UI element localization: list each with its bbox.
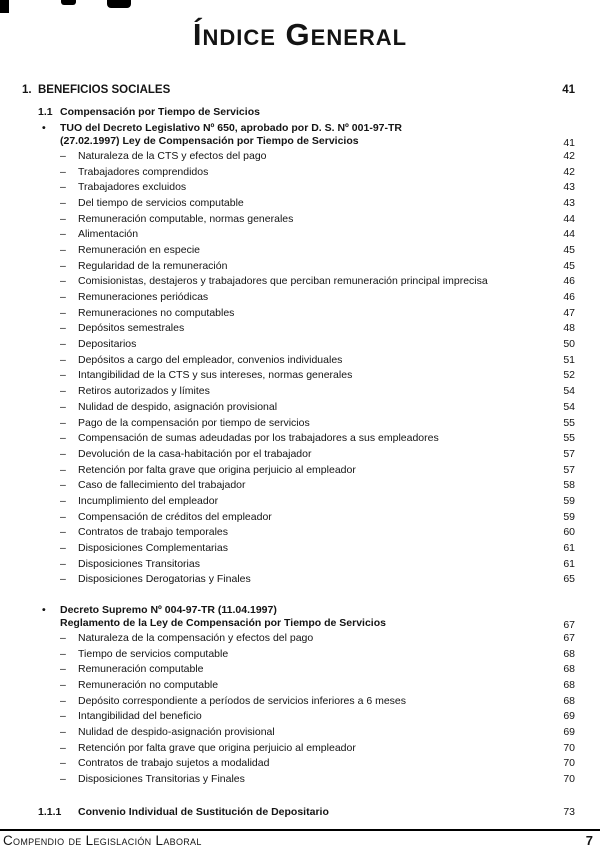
- toc-entry-line: Depositarios: [78, 338, 137, 351]
- dash-marker: –: [60, 385, 66, 398]
- toc-row-dash: [22, 321, 575, 337]
- toc-page-number: 41: [562, 84, 575, 96]
- toc-entry-label: [78, 709, 547, 725]
- dash-marker: –: [60, 773, 66, 786]
- toc-entry-line: Remuneraciones periódicas: [78, 291, 209, 303]
- toc-row-dash: [22, 196, 575, 212]
- toc-entry-label: [38, 81, 547, 99]
- toc-entry-line: Regularidad de la remuneración: [78, 259, 228, 272]
- toc-page-number: 44: [563, 212, 575, 225]
- dash-marker: –: [60, 573, 66, 586]
- toc-entry-line: Contratos de trabajo temporales: [78, 526, 228, 539]
- dash-marker: –: [60, 400, 66, 413]
- toc-entry-line: (27.02.1997) Ley de Compensación por Tiempo de Servicios: [60, 135, 359, 148]
- toc-row-dash: [22, 149, 575, 165]
- scan-artifact: [107, 0, 131, 8]
- toc-row-dash: [22, 337, 575, 353]
- toc-entry-line: Contratos de trabajo sujetos a modalidad: [78, 757, 270, 770]
- toc-entry-label: [78, 756, 547, 772]
- toc-entry-line: Retiros autorizados y límites: [78, 385, 210, 398]
- toc-page-number: 48: [563, 322, 575, 335]
- toc-entry-label: [78, 725, 547, 741]
- toc-entry-label: [78, 227, 547, 243]
- toc-entry-label: [78, 541, 547, 557]
- page-title: Índice General: [192, 17, 408, 52]
- toc-page-number: 60: [563, 526, 575, 539]
- scan-artifact: [0, 0, 9, 13]
- toc-page-number: 57: [563, 447, 575, 460]
- toc-page-number: 45: [563, 243, 575, 256]
- page-footer: [0, 829, 600, 848]
- toc-entry-label: [78, 259, 547, 275]
- dash-marker: –: [60, 432, 66, 445]
- toc-page-number: 54: [563, 400, 575, 413]
- dash-marker: –: [60, 149, 66, 162]
- toc-entry-label: [60, 604, 547, 631]
- toc-page-number: 68: [563, 678, 575, 691]
- toc-entry-label: [78, 478, 547, 494]
- toc-entry-line: Depósito correspondiente a períodos de servicios inferiores a 6 meses: [78, 694, 407, 707]
- toc-entry-line: Remuneración en especie: [78, 243, 200, 256]
- toc-row-dash: [22, 694, 575, 710]
- toc-page-number: 59: [563, 510, 575, 523]
- toc-row-dash: [22, 384, 575, 400]
- toc-entry-label: [78, 463, 547, 479]
- dash-marker: –: [60, 416, 66, 429]
- toc-entry-line: Intangibilidad de la CTS y sus intereses, normas generales: [78, 369, 353, 382]
- toc-page-number: 43: [563, 181, 575, 194]
- scan-artifact: [61, 0, 76, 5]
- toc-entry-label: [78, 431, 547, 447]
- toc-row-dash: [22, 557, 575, 573]
- toc-page-number: 50: [563, 338, 575, 351]
- toc-entry-line: Disposiciones Derogatorias y Finales: [78, 573, 251, 586]
- toc-entry-label: [78, 572, 547, 588]
- toc-row-dash: [22, 572, 575, 588]
- toc-page-number: 70: [563, 773, 575, 786]
- toc-row-dash: [22, 259, 575, 275]
- dash-marker: –: [60, 243, 66, 256]
- toc-row-dash: [22, 180, 575, 196]
- dash-marker: –: [60, 479, 66, 492]
- toc-entry-label: [78, 772, 547, 788]
- toc-entry-line: Compensación de créditos del empleador: [78, 510, 272, 523]
- toc-entry-line: Del tiempo de servicios computable: [78, 196, 244, 209]
- toc-page-number: 57: [563, 463, 575, 476]
- toc-page-number: 41: [563, 136, 575, 149]
- toc-page-number: 58: [563, 479, 575, 492]
- toc-row-dash: [22, 494, 575, 510]
- toc-entry-label: [78, 165, 547, 181]
- dash-marker: –: [60, 291, 66, 303]
- toc-row-dash: [22, 290, 575, 306]
- toc-entry-label: [78, 149, 547, 165]
- dash-marker: –: [60, 710, 66, 723]
- toc-entry-label: [60, 105, 547, 120]
- toc-entry-line: Devolución de la casa-habitación por el trabajador: [78, 447, 312, 460]
- dash-marker: –: [60, 306, 66, 319]
- toc-entry-label: [78, 416, 547, 432]
- toc-entry-label: [78, 274, 547, 290]
- toc-page-number: 68: [563, 663, 575, 676]
- toc-page-number: 67: [563, 618, 575, 631]
- dash-marker: –: [60, 447, 66, 460]
- dash-marker: –: [60, 741, 66, 754]
- toc-entry-label: [78, 447, 547, 463]
- toc-row-dash: [22, 647, 575, 663]
- toc-entry-label: [78, 694, 547, 710]
- toc-entry-label: [78, 741, 547, 757]
- toc-row-dash: [22, 212, 575, 228]
- item-number: 1.1.1: [38, 805, 62, 818]
- toc-page-number: 69: [563, 710, 575, 723]
- item-number: 1.1: [38, 106, 53, 118]
- toc-page-number: 68: [563, 694, 575, 707]
- toc-entry-line: Depósitos semestrales: [78, 322, 185, 335]
- toc-entry-line: Disposiciones Complementarias: [78, 542, 228, 554]
- toc-page-number: 73: [563, 805, 575, 818]
- toc-entry-label: [78, 212, 547, 228]
- toc-row-dash: [22, 274, 575, 290]
- toc-row-dash: [22, 400, 575, 416]
- toc-page-number: 47: [563, 306, 575, 319]
- toc-page-number: 45: [563, 259, 575, 272]
- toc-entry-label: [78, 647, 547, 663]
- toc-entry-line: Naturaleza de la CTS y efectos del pago: [78, 149, 267, 162]
- bullet-marker: •: [42, 604, 46, 617]
- toc-entry-line: Convenio Individual de Sustitución de Depositario: [78, 805, 329, 818]
- toc-page-number: 55: [563, 432, 575, 445]
- toc-page-number: 52: [563, 369, 575, 382]
- toc-entry-line: Naturaleza de la compensación y efectos del pago: [78, 631, 314, 644]
- dash-marker: –: [60, 757, 66, 770]
- bullet-marker: •: [42, 122, 46, 134]
- toc-row-dash: [22, 741, 575, 757]
- toc-entry-line: Retención por falta grave que origina perjuicio al empleador: [78, 741, 356, 754]
- toc-page-number: 61: [563, 542, 575, 554]
- toc-entry-label: [78, 180, 547, 196]
- toc-page-number: 70: [563, 757, 575, 770]
- toc-entry-label: [78, 804, 547, 820]
- toc-page-number: 67: [563, 631, 575, 644]
- toc-page-number: 46: [563, 291, 575, 303]
- toc-page-number: 61: [563, 557, 575, 570]
- toc-entry-label: [78, 384, 547, 400]
- toc-entry-label: [78, 557, 547, 573]
- toc-row-sub: [22, 105, 575, 120]
- toc-entry-label: [78, 368, 547, 384]
- toc-page-number: 65: [563, 573, 575, 586]
- toc-entry-label: [78, 290, 547, 306]
- dash-marker: –: [60, 678, 66, 691]
- page-footer-inner: [0, 831, 600, 848]
- toc-entry-line: Depósitos a cargo del empleador, convenios individuales: [78, 353, 343, 366]
- toc-entry-line: Nulidad de despido, asignación provisional: [78, 400, 278, 413]
- toc-row-dash: [22, 227, 575, 243]
- toc-entry-label: [78, 337, 547, 353]
- dash-marker: –: [60, 196, 66, 209]
- toc-entry-line: TUO del Decreto Legislativo Nº 650, aprobado por D. S. Nº 001-97-TR: [60, 122, 402, 134]
- dash-marker: –: [60, 631, 66, 644]
- toc-row-bullet: [22, 604, 575, 631]
- toc-row-dash: [22, 631, 575, 647]
- toc-page-number: 55: [563, 416, 575, 429]
- toc-row-dash: [22, 541, 575, 557]
- toc-row-dash: [22, 416, 575, 432]
- dash-marker: –: [60, 663, 66, 676]
- toc-page-number: 69: [563, 726, 575, 738]
- toc-entry-line: Tiempo de servicios computable: [78, 647, 229, 660]
- toc-row-dash: [22, 709, 575, 725]
- toc: [22, 81, 575, 820]
- dash-marker: –: [60, 353, 66, 366]
- dash-marker: –: [60, 322, 66, 335]
- toc-page-number: 42: [563, 165, 575, 178]
- toc-entry-line: Compensación por Tiempo de Servicios: [60, 106, 260, 118]
- toc-entry-line: Caso de fallecimiento del trabajador: [78, 479, 246, 492]
- dash-marker: –: [60, 338, 66, 351]
- toc-row-dash: [22, 165, 575, 181]
- toc-entry-label: [78, 353, 547, 369]
- toc-entry-line: Incumplimiento del empleador: [78, 494, 219, 507]
- toc-row-dash: [22, 772, 575, 788]
- toc-row-dash: [22, 725, 575, 741]
- toc-row-dash: [22, 463, 575, 479]
- toc-entry-label: [78, 243, 547, 259]
- dash-marker: –: [60, 542, 66, 554]
- toc-row-dash: [22, 510, 575, 526]
- toc-entry-label: [78, 510, 547, 526]
- toc-page-number: 44: [563, 228, 575, 241]
- toc-entry-line: Remuneración no computable: [78, 678, 219, 691]
- toc-page-number: 70: [563, 741, 575, 754]
- toc-page-number: 54: [563, 385, 575, 398]
- toc-row-dash: [22, 447, 575, 463]
- toc-entry-line: Retención por falta grave que origina perjuicio al empleador: [78, 463, 356, 476]
- dash-marker: –: [60, 275, 66, 288]
- toc-page-number: 43: [563, 196, 575, 209]
- toc-row-dash: [22, 678, 575, 694]
- toc-row-dash: [22, 478, 575, 494]
- toc-entry-line: Reglamento de la Ley de Compensación por Tiempo de Servicios: [60, 617, 386, 630]
- dash-marker: –: [60, 181, 66, 194]
- toc-page-number: 46: [563, 275, 575, 288]
- dash-marker: –: [60, 212, 66, 225]
- toc-row-dash: [22, 525, 575, 541]
- toc-entry-label: [78, 678, 547, 694]
- toc-row-dash: [22, 368, 575, 384]
- toc-entry-line: Trabajadores excluidos: [78, 181, 187, 194]
- toc-page-number: 68: [563, 647, 575, 660]
- toc-page-number: 51: [563, 353, 575, 366]
- dash-marker: –: [60, 165, 66, 178]
- toc-entry-line: Disposiciones Transitorias: [78, 557, 200, 570]
- toc-entry-line: BENEFICIOS SOCIALES: [38, 84, 171, 96]
- dash-marker: –: [60, 369, 66, 382]
- dash-marker: –: [60, 647, 66, 660]
- toc-row-subsub: [22, 804, 575, 820]
- dash-marker: –: [60, 463, 66, 476]
- dash-marker: –: [60, 694, 66, 707]
- toc-entry-label: [78, 494, 547, 510]
- toc-entry-line: Remuneración computable: [78, 663, 204, 676]
- footer-book-title: Compendio de Legislación Laboral: [3, 833, 202, 848]
- toc-row-dash: [22, 353, 575, 369]
- toc-entry-line: Remuneraciones no computables: [78, 306, 235, 319]
- toc-entry-line: Intangibilidad del beneficio: [78, 710, 202, 723]
- dash-marker: –: [60, 557, 66, 570]
- dash-marker: –: [60, 510, 66, 523]
- toc-entry-line: Nulidad de despido-asignación provisional: [78, 726, 275, 738]
- toc-entry-line: Pago de la compensación por tiempo de servicios: [78, 416, 310, 429]
- toc-entry-label: [78, 306, 547, 322]
- dash-marker: –: [60, 228, 66, 241]
- dash-marker: –: [60, 494, 66, 507]
- toc-row-dash: [22, 431, 575, 447]
- toc-entry-line: Remuneración computable, normas generales: [78, 212, 294, 225]
- toc-entry-label: [78, 400, 547, 416]
- toc-row-dash: [22, 306, 575, 322]
- toc-entry-line: Trabajadores comprendidos: [78, 165, 209, 178]
- dash-marker: –: [60, 259, 66, 272]
- toc-row-dash: [22, 756, 575, 772]
- toc-page-number: 59: [563, 494, 575, 507]
- toc-row-section: [22, 81, 575, 99]
- toc-entry-label: [78, 631, 547, 647]
- toc-entry-line: Disposiciones Transitorias y Finales: [78, 773, 245, 786]
- toc-entry-line: Decreto Supremo Nº 004-97-TR (11.04.1997): [60, 604, 277, 617]
- toc-row-bullet: [22, 122, 575, 149]
- toc-page-number: 42: [563, 149, 575, 162]
- toc-entry-line: Alimentación: [78, 228, 139, 241]
- toc-entry-label: [60, 122, 547, 149]
- toc-entry-label: [78, 662, 547, 678]
- item-number: 1.: [22, 84, 32, 96]
- toc-entry-line: Compensación de sumas adeudadas por los trabajadores a sus empleadores: [78, 432, 439, 445]
- toc-entry-line: Comisionistas, destajeros y trabajadores que perciban remuneración principal imprecisa: [78, 275, 488, 288]
- toc-entry-label: [78, 196, 547, 212]
- toc-row-dash: [22, 243, 575, 259]
- toc-row-dash: [22, 662, 575, 678]
- toc-entry-label: [78, 525, 547, 541]
- dash-marker: –: [60, 726, 66, 738]
- footer-page-number: 7: [585, 833, 593, 848]
- dash-marker: –: [60, 526, 66, 539]
- toc-entry-label: [78, 321, 547, 337]
